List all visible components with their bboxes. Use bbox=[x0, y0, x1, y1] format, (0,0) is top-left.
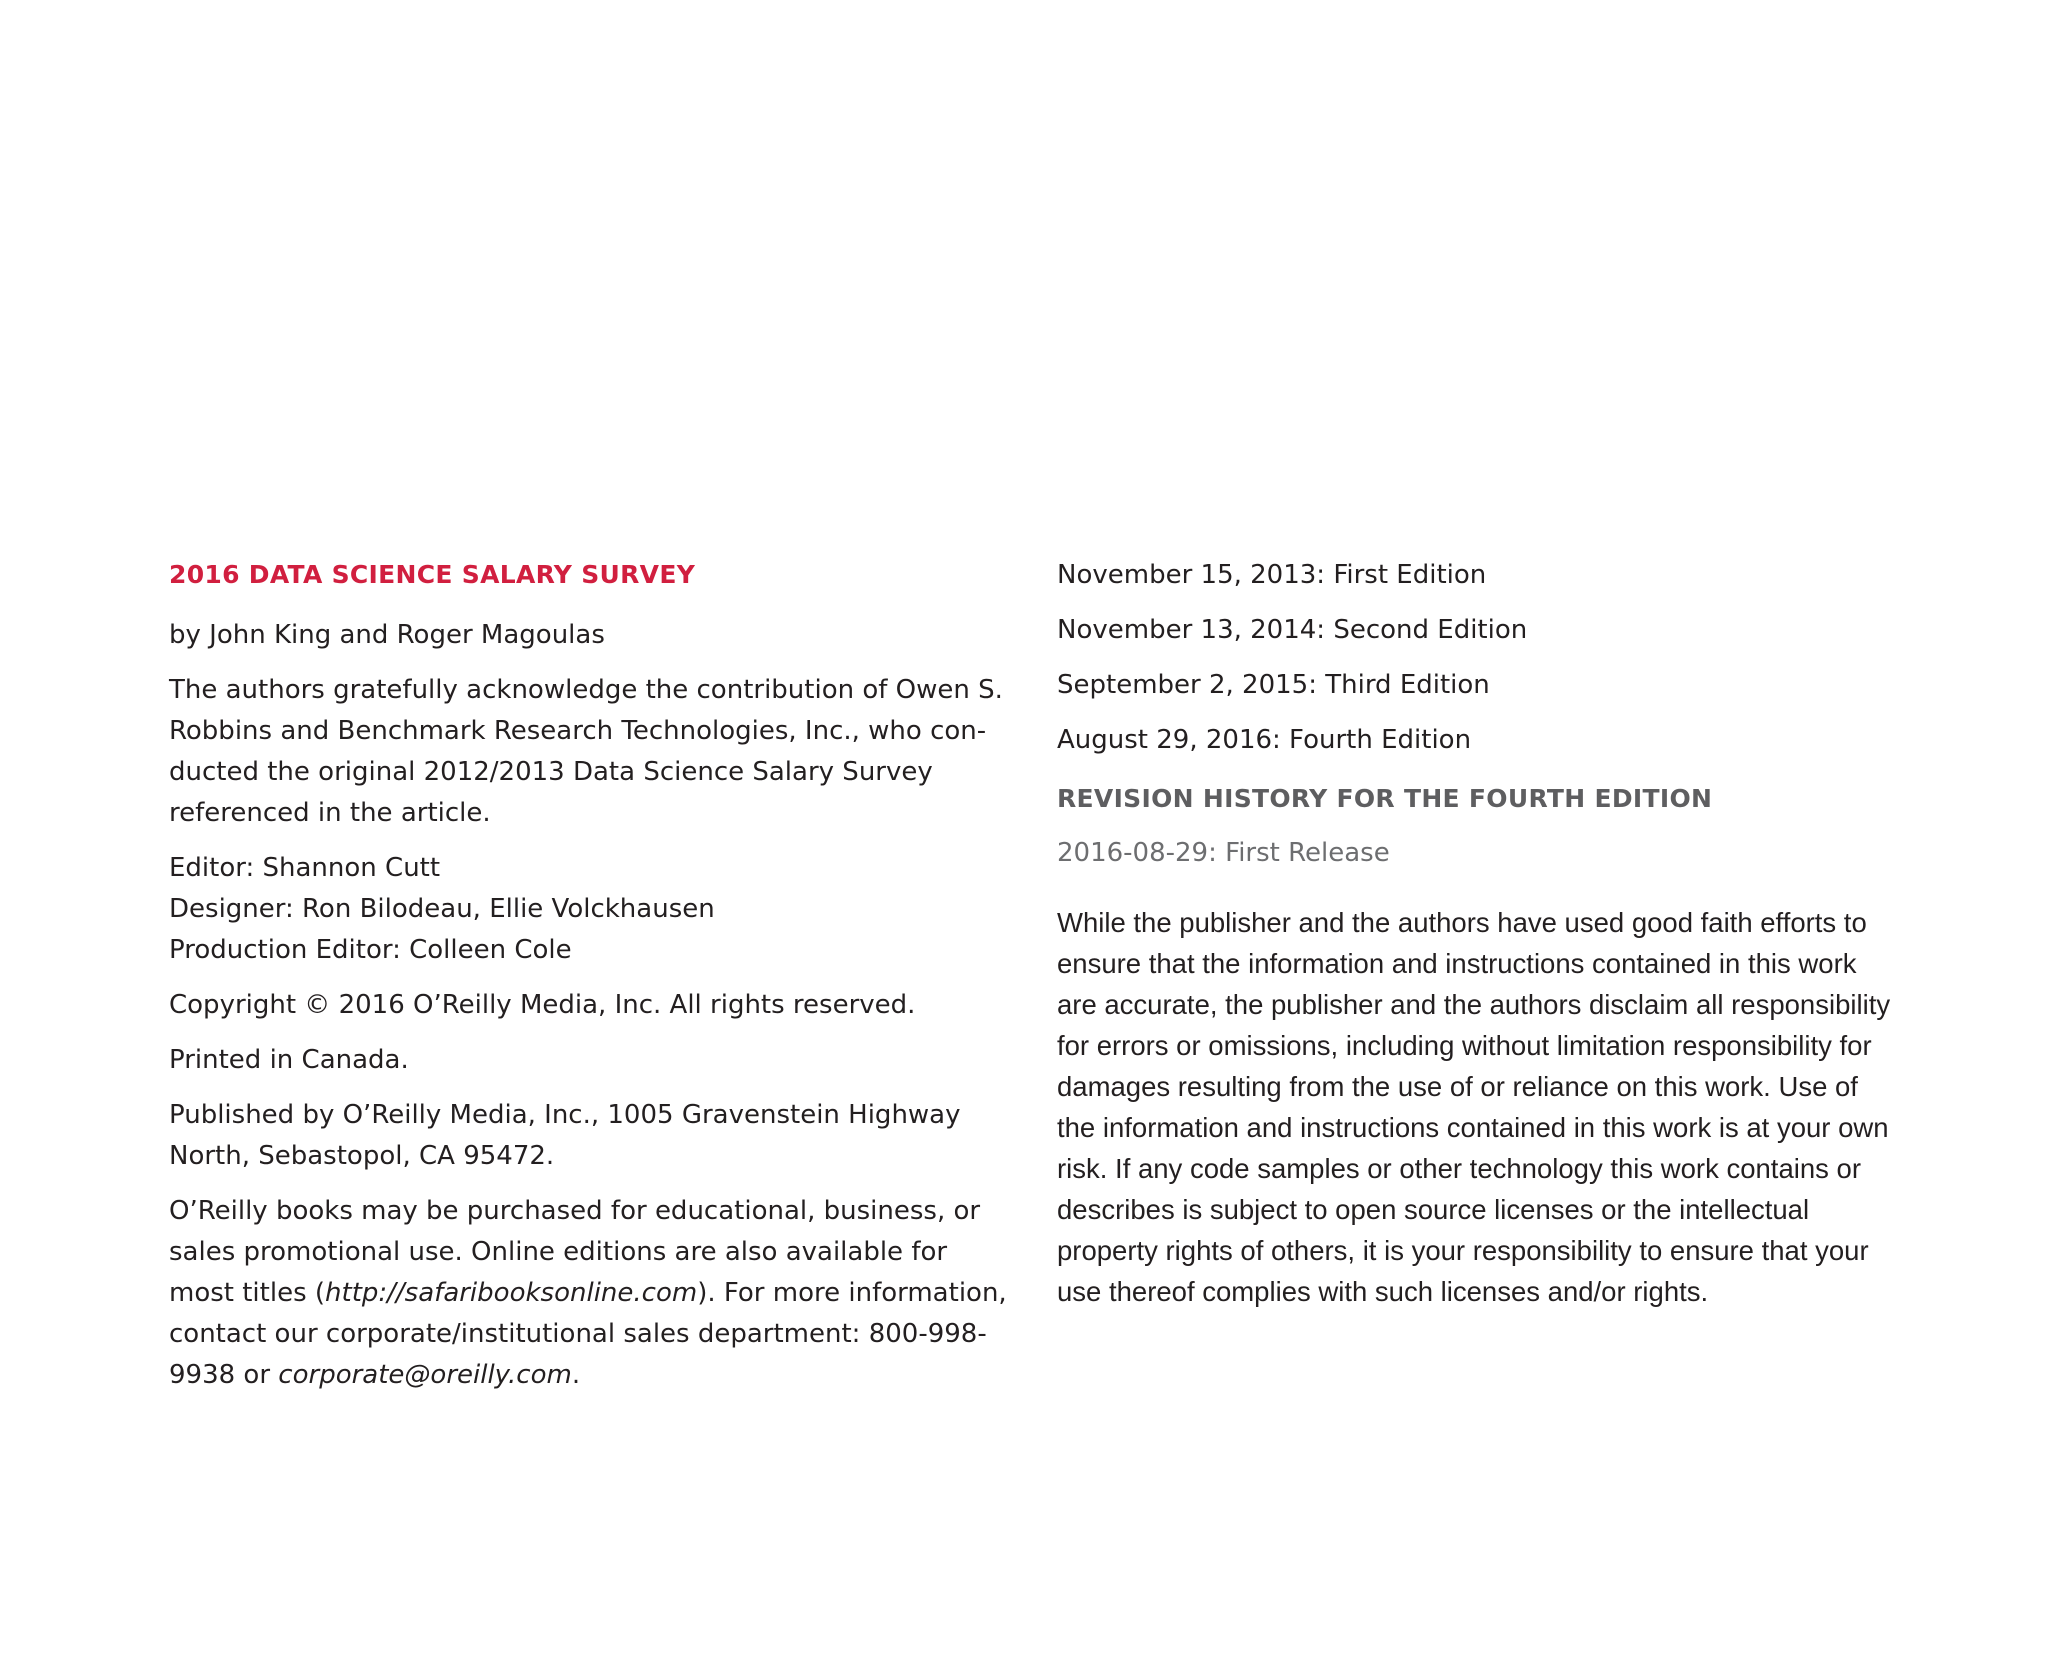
purchase-text-3: . bbox=[571, 1360, 581, 1390]
document-title: 2016 DATA SCIENCE SALARY SURVEY bbox=[169, 560, 696, 589]
purchase-text-1: O’Reilly books may be purchased for educational, business, or sales promotional use. Online editions are also available for most titles ( bbox=[169, 1196, 981, 1308]
revision-entry: 2016-08-29: First Release bbox=[1057, 838, 1390, 868]
corporate-email-link[interactable]: corporate@oreilly.com bbox=[278, 1360, 572, 1390]
printed-in: Printed in Canada. bbox=[169, 1045, 409, 1075]
edition-item: November 15, 2013: First Edition bbox=[1057, 560, 1487, 590]
edition-item: November 13, 2014: Second Edition bbox=[1057, 615, 1528, 645]
acknowledgement: The authors gratefully acknowledge the contribution of Owen S. Robbins and Benchmark Research Technologies, Inc., who con-ducted the original 2012/2013 Data Science Salary Survey referenced in the article. bbox=[169, 675, 1003, 828]
right-column bbox=[1057, 555, 1897, 1326]
purchase-text-2: ). For more information, contact our corporate/institutional sales department: 800-998-9938 or bbox=[169, 1278, 1007, 1390]
publisher-address: Published by O’Reilly Media, Inc., 1005 Gravenstein Highway North, Sebastopol, CA 95472. bbox=[169, 1100, 961, 1171]
credit-designer: Designer: Ron Bilodeau, Ellie Volckhausen bbox=[169, 894, 715, 924]
purchase-info bbox=[169, 1191, 1019, 1396]
byline: by John King and Roger Magoulas bbox=[169, 620, 605, 650]
edition-list bbox=[1057, 555, 1897, 761]
safari-link[interactable]: http://safaribooksonline.com bbox=[325, 1278, 698, 1308]
credit-production-editor: Production Editor: Colleen Cole bbox=[169, 935, 572, 965]
credits bbox=[169, 848, 1019, 971]
credit-editor: Editor: Shannon Cutt bbox=[169, 853, 441, 883]
left-column bbox=[169, 555, 1019, 1410]
revision-history-heading: REVISION HISTORY FOR THE FOURTH EDITION bbox=[1057, 784, 1713, 813]
disclaimer: While the publisher and the authors have used good faith efforts to ensure that the information and instructions contained in this work are accurate, the publisher and the authors disclaim all responsibility for errors or omissions, including without limitation responsibility for damages resulting from the use of or reliance on this work. Use of the information and instructions contained in this work is at your own risk. If any code samples or other technology this work contains or describes is subject to open source licenses or the intellectual property rights of others, it is your responsibility to ensure that your use thereof complies with such licenses and/or rights. bbox=[1057, 907, 1891, 1307]
edition-item: August 29, 2016: Fourth Edition bbox=[1057, 725, 1472, 755]
edition-item: September 2, 2015: Third Edition bbox=[1057, 670, 1490, 700]
copyright-notice: Copyright © 2016 O’Reilly Media, Inc. All rights reserved. bbox=[169, 990, 916, 1020]
